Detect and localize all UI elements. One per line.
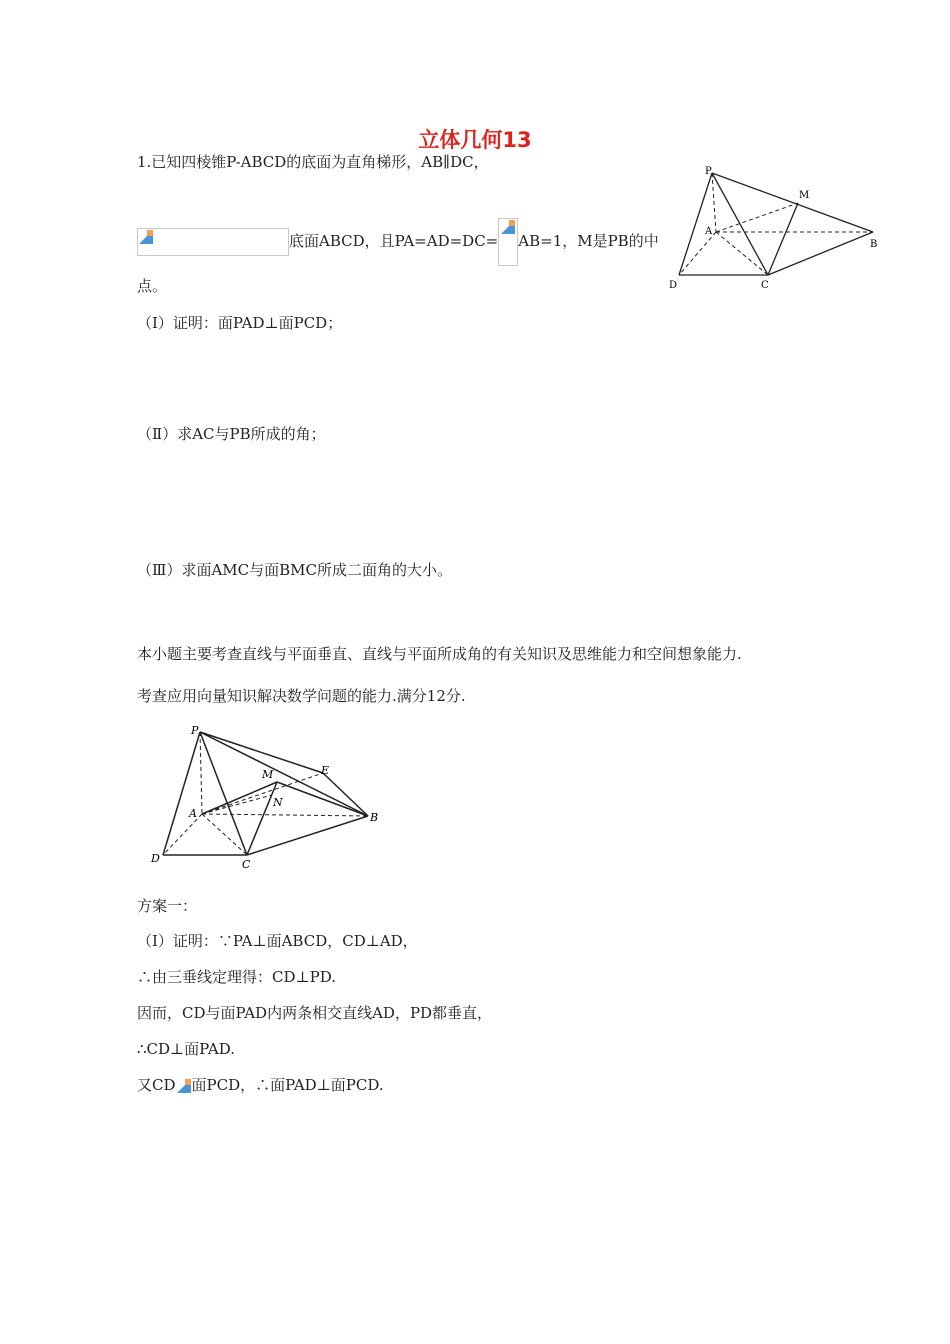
problem-line-1: 1.已知四棱锥P-ABCD的底面为直角梯形，AB∥DC， <box>137 153 489 171</box>
analysis-line-2: 考查应用向量知识解决数学问题的能力.满分12分. <box>137 687 466 705</box>
label-c: C <box>761 280 769 291</box>
solution-step-3: 因而，CD与面PAD内两条相交直线AD，PD都垂直， <box>137 1004 493 1022</box>
solution-step-2: ∴由三垂线定理得：CD⊥PD. <box>137 968 336 986</box>
label-a: A <box>189 807 197 820</box>
solution-step-4: ∴CD⊥面PAD. <box>137 1040 235 1058</box>
label-a: A <box>705 226 713 237</box>
label-d: D <box>151 852 160 865</box>
label-m: M <box>262 768 274 781</box>
broken-image-placeholder <box>498 218 518 266</box>
problem-line-2-part-a: 底面ABCD，且PA=AD=DC= <box>289 232 499 250</box>
solution-step-5-part-a: 又CD <box>137 1076 176 1094</box>
broken-image-placeholder <box>137 228 289 256</box>
label-b: B <box>370 811 379 824</box>
broken-image-icon <box>500 219 516 235</box>
label-d: D <box>669 280 678 291</box>
question-2: （Ⅱ）求AC与PB所成的角； <box>137 425 326 443</box>
question-3: （Ⅲ）求面AMC与面BMC所成二面角的大小。 <box>137 561 452 579</box>
broken-image-icon <box>138 229 154 245</box>
broken-image-icon <box>176 1078 192 1094</box>
label-e: E <box>321 764 330 777</box>
problem-line-3: 点。 <box>137 277 168 295</box>
label-c: C <box>242 858 251 871</box>
label-p: P <box>191 724 199 737</box>
analysis-line-1: 本小题主要考查直线与平面垂直、直线与平面所成角的有关知识及思维能力和空间想象能力. <box>137 645 742 663</box>
label-m: M <box>799 190 810 201</box>
page-title: 立体几何13 <box>418 128 532 152</box>
label-b: B <box>870 239 878 250</box>
problem-line-2-part-b: AB=1，M是PB的中 <box>518 232 659 250</box>
pyramid-figure-1 <box>665 160 885 295</box>
problem-line-2 <box>137 218 659 266</box>
label-n: N <box>273 796 283 809</box>
label-p: P <box>705 166 712 177</box>
solution-heading: 方案一： <box>137 897 198 915</box>
solution-step-5-part-b: 面PCD，∴面PAD⊥面PCD. <box>191 1076 384 1094</box>
solution-step-1: （Ⅰ）证明：∵PA⊥面ABCD，CD⊥AD， <box>137 932 418 950</box>
pyramid-figure-2 <box>140 720 390 875</box>
question-1: （Ⅰ）证明：面PAD⊥面PCD； <box>137 314 343 332</box>
solution-step-5 <box>137 1075 384 1095</box>
